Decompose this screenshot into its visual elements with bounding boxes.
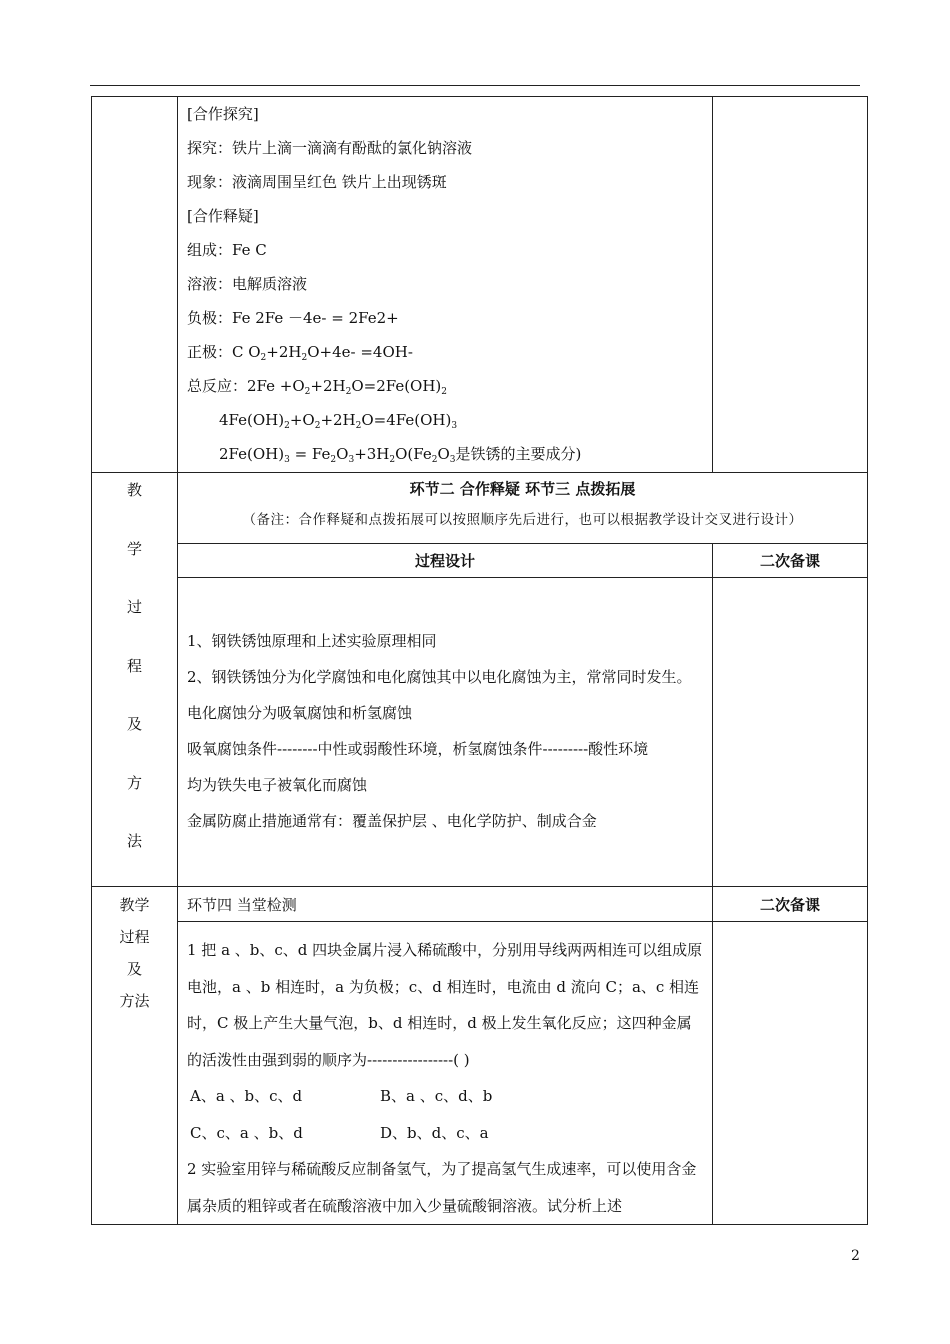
column-header-design: 过程设计: [178, 544, 713, 578]
section-title: 环节二 合作释疑 环节三 点拨拓展: [409, 480, 636, 498]
section1-notes-cell: [713, 97, 868, 473]
column-header-second: 二次备课: [713, 544, 868, 578]
question-1: 1 把 a 、b、c、d 四块金属片浸入稀硫酸中，分别用导线两两相连可以组成原电池，a 、b 相连时，a 为负极；c、d 相连时，电流由 d 流向 C；a、c 相连时，C 极上产生大量气泡，b、d 相连时，d 极上发生氧化反应；这四种金属的活泼性由强到弱的顺序为-----------------( ): [187, 941, 703, 1069]
lesson-table: [91, 96, 868, 1225]
reaction-equation-2: $4Fe(OH)_2+O_2+2H_2O=4Fe(OH)_3$: [219, 411, 458, 431]
section1-label-cell: [92, 97, 178, 473]
column-header-second: 二次备课: [713, 887, 868, 922]
section-note: （备注：合作释疑和点拨拓展可以按照顺序先后进行，也可以根据教学设计交叉进行设计）: [242, 512, 803, 528]
section2-content: [178, 578, 713, 887]
text-line: 均为铁失电子被氧化而腐蚀: [187, 776, 368, 794]
text-line: [合作释疑]: [187, 207, 259, 225]
text-line: 现象：液滴周围呈红色 铁片上出现锈斑: [187, 173, 447, 191]
section1-content: [178, 97, 713, 473]
question-2: 2 实验室用锌与稀硫酸反应制备氢气，为了提高氢气生成速率，可以使用含金属杂质的粗锌或者在硫酸溶液中加入少量硫酸铜溶液。试分析上述: [187, 1160, 697, 1215]
option-b: B、a 、c、d、b: [380, 1087, 493, 1105]
text-line: 负极：Fe 2Fe －4e- = 2Fe2+: [187, 309, 399, 327]
label-line: 过程: [119, 928, 150, 946]
label-char: 法: [126, 832, 142, 850]
section3-content: [178, 922, 713, 1225]
text-paragraph: 2、钢铁锈蚀分为化学腐蚀和电化腐蚀其中以电化腐蚀为主，常常同时发生。电化腐蚀分为吸氧腐蚀和析氢腐蚀: [187, 668, 692, 722]
text-line: 探究：铁片上滴一滴滴有酚酞的氯化钠溶液: [187, 139, 473, 157]
label-char: 程: [126, 656, 142, 675]
section3-label: [92, 887, 178, 1225]
label-line: 方法: [119, 992, 150, 1010]
label-char: 教: [126, 481, 142, 499]
text-line: 金属防腐止措施通常有：覆盖保护层 、电化学防护、制成合金: [187, 812, 597, 830]
header-rule: [90, 85, 860, 86]
text-line: 1、钢铁锈蚀原理和上述实验原理相同: [187, 632, 437, 650]
section2-label: [92, 473, 178, 887]
section3-header-cell: [178, 887, 713, 922]
label-char: 过: [126, 598, 142, 616]
section3-notes-cell: [713, 922, 868, 1225]
page-number: 2: [851, 1248, 860, 1264]
text-line: 溶液：电解质溶液: [187, 275, 308, 293]
text-line: [合作探究]: [187, 105, 259, 123]
answer-options-row: [178, 1115, 712, 1152]
text-line: 组成：Fe C: [187, 241, 267, 259]
option-c: C、c、a 、b、d: [190, 1123, 303, 1142]
label-line: 及: [126, 960, 142, 978]
reaction-equation-3: $2Fe(OH)_3 = Fe_2O_3+3H_2O(Fe_2O_3$是铁锈的主要成分): [219, 445, 582, 465]
section-title: 环节四 当堂检测: [187, 895, 297, 914]
answer-options-row: [178, 1078, 712, 1115]
label-char: 学: [126, 539, 142, 558]
label-line: 教学: [119, 896, 150, 914]
total-reaction-equation: 总反应：$2Fe +O_2+2H_2O=2Fe(OH)_2$: [187, 377, 448, 397]
label-char: 方: [126, 773, 142, 792]
section2-header-cell: [178, 473, 868, 544]
label-char: 及: [126, 715, 142, 733]
positive-electrode-equation: 正极：C $O_2+2H_2O+4e- =4OH-$: [187, 343, 413, 363]
option-a: A、a 、b、c、d: [190, 1087, 303, 1105]
text-line: 吸氧腐蚀条件--------中性或弱酸性环境，析氢腐蚀条件---------酸性环境: [187, 740, 649, 758]
section2-notes-cell: [713, 578, 868, 887]
option-d: D、b、d、c、a: [380, 1123, 489, 1142]
